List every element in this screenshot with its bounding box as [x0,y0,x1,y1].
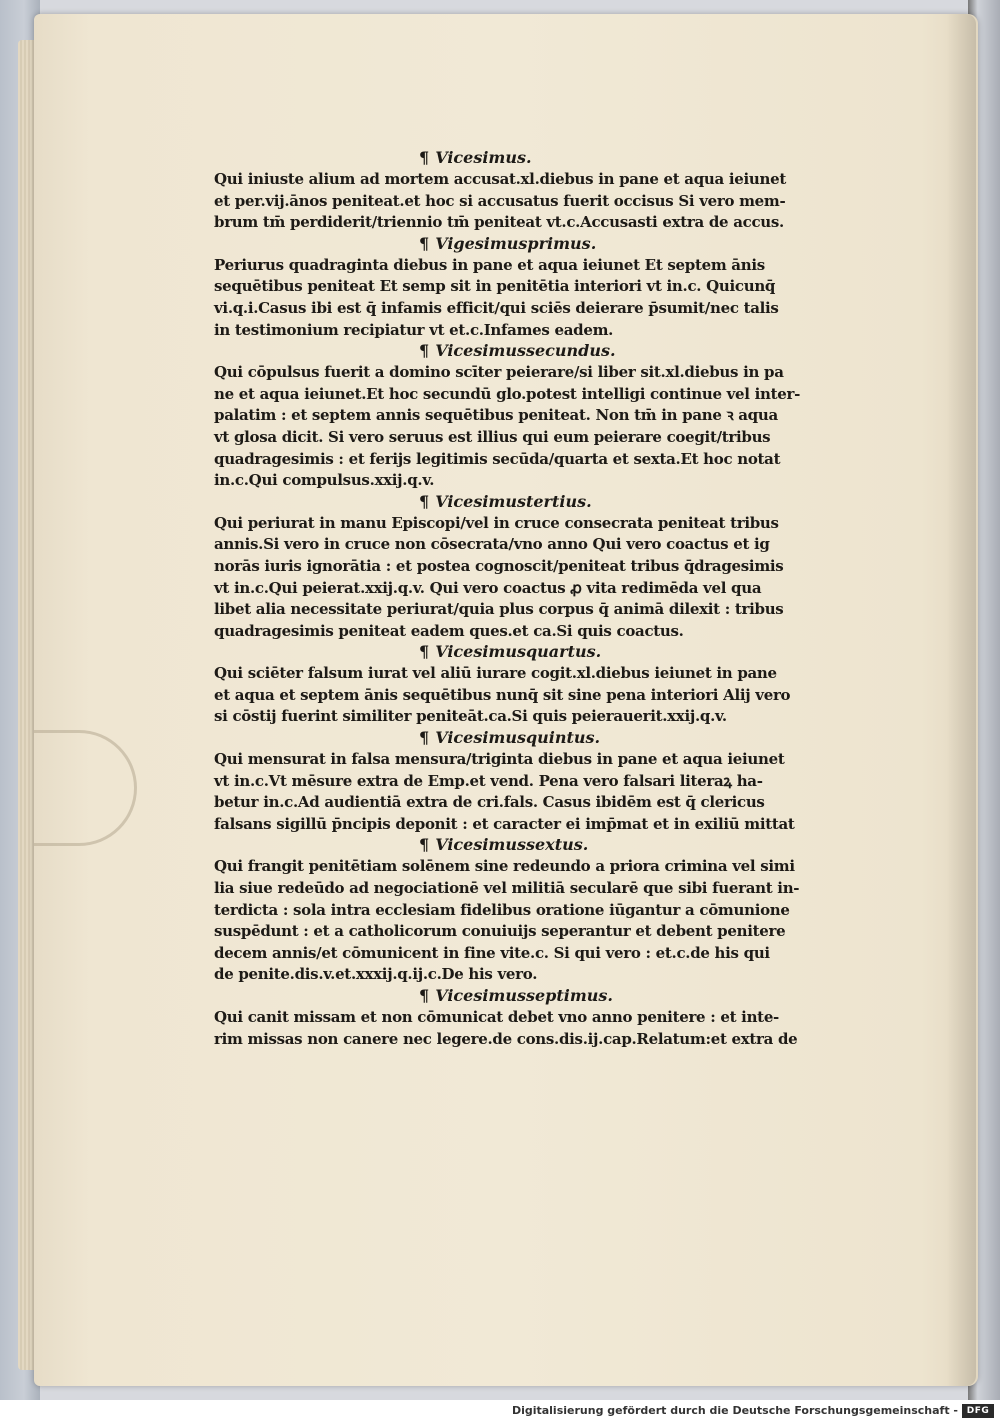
section-vicesimussecundus [214,341,864,492]
text-line: et aqua et septem ānis sequētibus nunq̄ sit sine pena interiori Alij vero [214,685,791,704]
heading-text: Vicesimussecundus. [435,341,616,361]
section-vicesimustertius [214,492,864,643]
heading-text: Vigesimusprimus. [435,233,597,253]
text-line: de penite.dis.v.et.xxxij.q.ij.c.De his vero. [214,965,538,984]
text-line: ne et aqua ieiunet.Et hoc secundū glo.potest intelligi continue vel inter- [214,384,800,403]
pilcrow-icon: ¶ [419,986,430,1005]
page-fold-shadow [946,14,976,1386]
text-line: Qui sciēter falsum iurat vel aliū iurare cogit.xl.diebus ieiunet in pane [214,664,777,683]
heading-text: Vicesimustertius. [435,491,592,511]
text-line: vt in.c.Qui peierat.xxij.q.v. Qui vero coactus ꝓ vita redimēda vel qua [214,578,762,597]
text-line: vt in.c.Vt mēsure extra de Emp.et vend. Pena vero falsari literaꝝ ha- [214,771,763,790]
text-line: vt glosa dicit. Si vero seruus est illius qui eum peierare coegit/tribus [214,427,771,446]
text-line: libet alia necessitate periurat/quia plus corpus q̄ animā dilexit : tribus [214,600,784,619]
pilcrow-icon: ¶ [419,148,430,167]
heading-text: Vicesimussextus. [435,835,589,855]
heading-text: Vicesimusquintus. [435,728,601,748]
text-line: lia siue redeūdo ad negociationē vel militiā secularē que sibi fuerant in- [214,879,800,898]
text-line: vi.q.i.Casus ibi est q̄ infamis efficit/qui sciēs deierare p̄sumit/nec talis [214,298,779,317]
pilcrow-icon: ¶ [419,642,430,662]
text-line: in.c.Qui compulsus.xxij.q.v. [214,471,435,490]
text-line: quadragesimis : et ferijs legitimis secūda/quarta et sexta.Et hoc notat [214,449,781,468]
text-line: Qui iniuste alium ad mortem accusat.xl.diebus in pane et aqua ieiunet [214,170,786,188]
pilcrow-icon: ¶ [419,835,430,855]
text-block [214,148,864,1050]
pilcrow-icon: ¶ [419,233,430,253]
pilcrow-icon: ¶ [419,491,430,511]
section-vicesimussextus [214,835,864,986]
text-line: palatim : et septem annis sequētibus peniteat. Non tm̄ in pane ꝛ aqua [214,406,778,425]
section-heading [214,492,864,513]
text-line: Qui periurat in manu Episcopi/vel in cruce consecrata peniteat tribus [214,513,779,532]
heading-text: Vicesimusquartus. [435,642,602,662]
section-heading [214,148,864,169]
section-vicesimusseptimus [214,986,864,1050]
section-heading [214,341,864,362]
text-line: suspēdunt : et a catholicorum conuiuijs seperantur et debent penitere [214,922,786,941]
heading-text: Vicesimusseptimus. [435,986,613,1005]
text-line: Qui frangit penitētiam solēnem sine redeundo a priora crimina vel simi [214,857,795,876]
text-line: in testimonium recipiatur vt et.c.Infames eadem. [214,320,614,339]
dfg-logo: DFG [962,1404,994,1418]
text-line: si cōstij fuerint similiter peniteāt.ca.Si quis peierauerit.xxij.q.v. [214,707,727,726]
text-line: norās iuris ignorātia : et postea cognoscit/peniteat tribus q̄dragesimis [214,556,784,575]
text-line: betur in.c.Ad audientiā extra de cri.fals. Casus ibidēm est q̄ clericus [214,793,765,812]
text-line: falsans sigillū p̄ncipis deponit : et caracter ei imp̄mat et in exiliū mittat [214,814,795,833]
section-vicesimusquartus [214,642,864,728]
section-vigesimusprimus [214,234,864,341]
section-vicesimusquintus [214,728,864,835]
heading-text: Vicesimus. [435,148,532,167]
funding-credit: Digitalisierung gefördert durch die Deutsche Forschungsgemeinschaft - [511,1404,958,1417]
text-line: decem annis/et cōmunicent in fine vite.c. Si qui vero : et.c.de his qui [214,943,770,962]
text-line: brum tm̄ perdiderit/triennio tm̄ peniteat vt.c.Accusasti extra de accus. [214,213,784,232]
pilcrow-icon: ¶ [419,341,430,361]
text-line: rim missas non canere nec legere.de cons.dis.ij.cap.Relatum:et extra de [214,1029,798,1048]
section-heading [214,234,864,255]
text-line: sequētibus peniteat Et semp sit in penitētia interiori vt in.c. Quicunq̄ [214,277,776,296]
text-line: Qui canit missam et non cōmunicat debet vno anno penitere : et inte- [214,1008,779,1026]
section-heading [214,835,864,856]
section-heading [214,728,864,749]
text-line: et per.vij.ānos peniteat.et hoc si accusatus fuerit occisus Si vero mem- [214,191,786,210]
text-line: terdicta : sola intra ecclesiam fidelibus oratione iūgantur a cōmunione [214,900,790,919]
text-line: annis.Si vero in cruce non cōsecrata/vno anno Qui vero coactus et ig [214,535,770,554]
text-line: quadragesimis peniteat eadem ques.et ca.Si quis coactus. [214,621,684,640]
footer-bar [0,1400,1000,1423]
text-line: Qui cōpulsus fuerit a domino scīter peierare/si liber sit.xl.diebus in pa [214,363,784,382]
section-vicesimus [214,148,864,234]
section-heading [214,642,864,663]
text-line: Qui mensurat in falsa mensura/triginta diebus in pane et aqua ieiunet [214,750,785,769]
pilcrow-icon: ¶ [419,728,430,748]
text-line: Periurus quadraginta diebus in pane et aqua ieiunet Et septem ānis [214,255,765,274]
section-heading [214,986,864,1007]
